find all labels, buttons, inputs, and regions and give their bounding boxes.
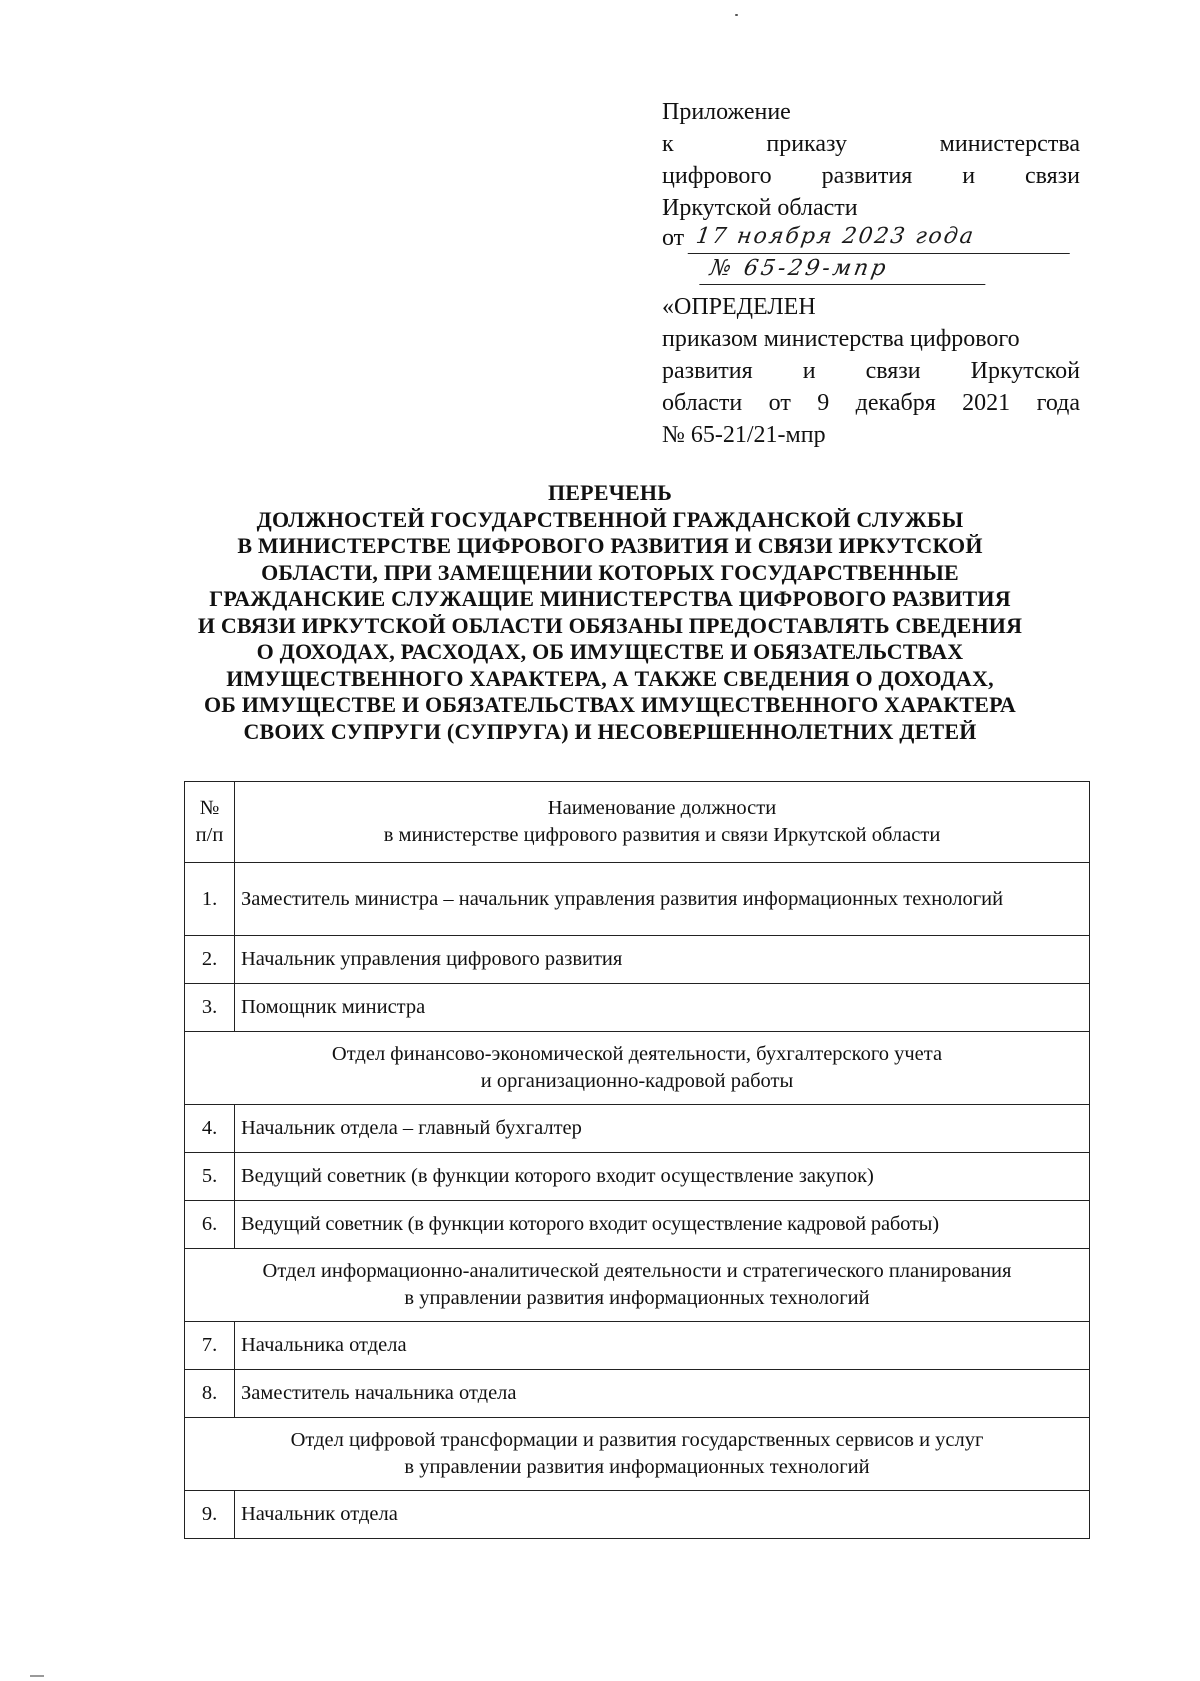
row-position: Начальника отдела xyxy=(235,1322,1090,1370)
table-row xyxy=(185,1491,1090,1539)
word: цифрового xyxy=(662,163,772,189)
word: и xyxy=(802,358,816,384)
determined-line-1: приказом министерства цифрового xyxy=(662,326,1020,352)
title-line: ИМУЩЕСТВЕННОГО ХАРАКТЕРА, А ТАКЖЕ СВЕДЕНИЯ О ДОХОДАХ, xyxy=(226,665,994,691)
appendix-line-4: Иркутской области xyxy=(662,195,858,221)
table-row xyxy=(185,1153,1090,1201)
appendix-date-row xyxy=(662,224,1080,254)
word: декабря xyxy=(855,390,936,416)
word: 2021 xyxy=(962,390,1011,416)
document-title xyxy=(150,480,1070,745)
row-number: 8. xyxy=(185,1370,235,1418)
handwritten-date: 17 ноября 2023 года xyxy=(688,221,1075,254)
word: к xyxy=(662,131,674,157)
table-row xyxy=(185,984,1090,1032)
table-header-row xyxy=(185,782,1090,863)
header-num-symbol: № xyxy=(199,797,220,819)
row-position: Ведущий советник (в функции которого входит осуществление закупок) xyxy=(235,1153,1090,1201)
section-line-2: в управлении развития информационных технологий xyxy=(404,1456,870,1478)
row-position: Ведущий советник (в функции которого входит осуществление кадровой работы) xyxy=(235,1201,1090,1249)
determined-line-3 xyxy=(662,387,1080,419)
title-line: ГРАЖДАНСКИЕ СЛУЖАЩИЕ МИНИСТЕРСТВА ЦИФРОВОГО РАЗВИТИЯ xyxy=(209,586,1011,611)
row-number: 1. xyxy=(185,863,235,936)
title-line: СВОИХ СУПРУГИ (СУПРУГА) И НЕСОВЕРШЕННОЛЕТНИХ ДЕТЕЙ xyxy=(243,718,977,744)
table-row xyxy=(185,1201,1090,1249)
from-prefix: от xyxy=(662,225,685,251)
row-number: 2. xyxy=(185,936,235,984)
word: министерства xyxy=(939,131,1080,157)
row-position: Начальник отдела – главный бухгалтер xyxy=(235,1105,1090,1153)
table-row xyxy=(185,936,1090,984)
title-line: ОБЛАСТИ, ПРИ ЗАМЕЩЕНИИ КОТОРЫХ ГОСУДАРСТВЕННЫЕ xyxy=(261,559,959,585)
word: от xyxy=(768,390,791,416)
header-num-cell xyxy=(185,782,235,863)
row-position: Начальник управления цифрового развития xyxy=(235,936,1090,984)
row-position: Начальник отдела xyxy=(235,1491,1090,1539)
appendix-title: Приложение xyxy=(662,99,791,125)
title-line: В МИНИСТЕРСТВЕ ЦИФРОВОГО РАЗВИТИЯ И СВЯЗИ ИРКУТСКОЙ xyxy=(237,533,983,558)
row-position: Заместитель министра – начальник управления развития информационных технологий xyxy=(235,863,1090,936)
section-row xyxy=(185,1032,1090,1105)
section-line-1: Отдел информационно-аналитической деятельности и стратегического планирования xyxy=(262,1260,1012,1282)
word: связи xyxy=(865,358,921,384)
word: связи xyxy=(1024,163,1080,189)
header-name-line-1: Наименование должности xyxy=(547,797,777,819)
row-number: 9. xyxy=(185,1491,235,1539)
appendix-line-3 xyxy=(662,160,1080,192)
appendix-block xyxy=(662,96,1080,451)
handwritten-order-number: № 65-29-мпр xyxy=(699,254,990,285)
row-number: 5. xyxy=(185,1153,235,1201)
title-line: О ДОХОДАХ, РАСХОДАХ, ОБ ИМУЩЕСТВЕ И ОБЯЗАТЕЛЬСТВАХ xyxy=(256,639,964,664)
section-row xyxy=(185,1249,1090,1322)
section-row xyxy=(185,1418,1090,1491)
section-cell xyxy=(185,1032,1090,1105)
determined-line-4: № 65-21/21-мпр xyxy=(662,422,826,448)
word: развития xyxy=(821,163,913,189)
row-position: Помощник министра xyxy=(235,984,1090,1032)
positions-table xyxy=(184,781,1090,1539)
section-line-2: в управлении развития информационных технологий xyxy=(404,1287,870,1309)
word: 9 xyxy=(817,390,830,416)
table-row xyxy=(185,1322,1090,1370)
section-line-1: Отдел финансово-экономической деятельности, бухгалтерского учета xyxy=(331,1043,943,1065)
word: Иркутской xyxy=(970,358,1080,384)
title-line: И СВЯЗИ ИРКУТСКОЙ ОБЛАСТИ ОБЯЗАНЫ ПРЕДОСТАВЛЯТЬ СВЕДЕНИЯ xyxy=(197,612,1023,638)
word: области xyxy=(662,390,743,416)
header-name-cell xyxy=(235,782,1090,863)
scan-speck xyxy=(735,14,738,16)
word: и xyxy=(962,163,976,189)
word: года xyxy=(1036,390,1080,416)
title-line: ОБ ИМУЩЕСТВЕ И ОБЯЗАТЕЛЬСТВАХ ИМУЩЕСТВЕННОГО ХАРАКТЕРА xyxy=(203,692,1017,717)
section-cell xyxy=(185,1418,1090,1491)
word: развития xyxy=(662,358,753,384)
scan-edge-mark xyxy=(30,1675,44,1677)
determined-heading: «ОПРЕДЕЛЕН xyxy=(662,294,816,320)
section-line-2: и организационно-кадровой работы xyxy=(480,1070,794,1092)
table-row xyxy=(185,1105,1090,1153)
section-cell xyxy=(185,1249,1090,1322)
table-row xyxy=(185,863,1090,936)
title-line: ДОЛЖНОСТЕЙ ГОСУДАРСТВЕННОЙ ГРАЖДАНСКОЙ СЛУЖБЫ xyxy=(256,506,964,532)
row-number: 3. xyxy=(185,984,235,1032)
row-number: 4. xyxy=(185,1105,235,1153)
determined-line-2 xyxy=(662,355,1080,387)
appendix-line-2 xyxy=(662,128,1080,160)
header-num-label: п/п xyxy=(195,824,224,846)
row-position: Заместитель начальника отдела xyxy=(235,1370,1090,1418)
table-row xyxy=(185,1370,1090,1418)
title-line: ПЕРЕЧЕНЬ xyxy=(548,480,672,505)
word: приказу xyxy=(766,131,847,157)
row-number: 7. xyxy=(185,1322,235,1370)
section-line-1: Отдел цифровой трансформации и развития государственных сервисов и услуг xyxy=(290,1429,984,1451)
header-name-line-2: в министерстве цифрового развития и связи Иркутской области xyxy=(383,824,941,846)
row-number: 6. xyxy=(185,1201,235,1249)
